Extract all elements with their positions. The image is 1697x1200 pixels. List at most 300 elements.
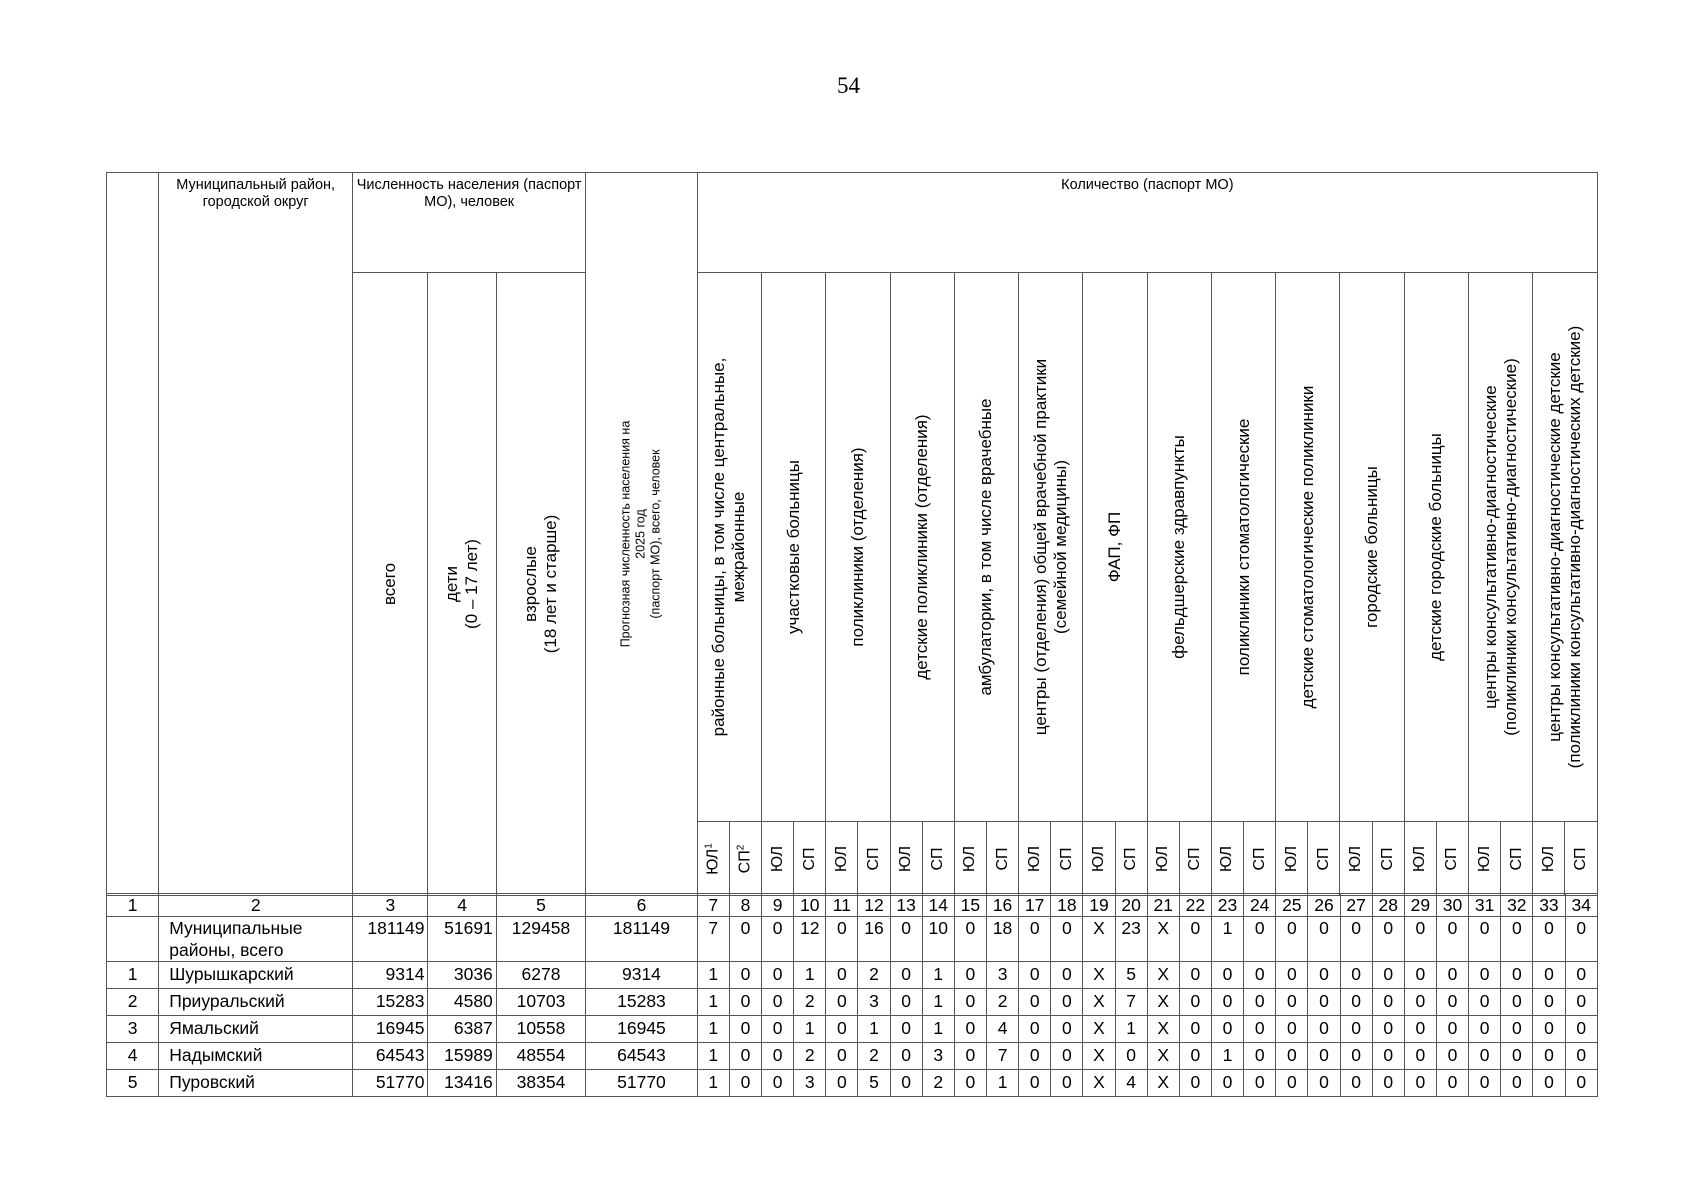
column-number: 7 — [697, 894, 729, 917]
population-adults: 10703 — [496, 989, 585, 1016]
facility-count: 0 — [1244, 1043, 1276, 1070]
facility-label: ФАП, ФП — [1105, 511, 1124, 583]
facility-count: 1 — [858, 1016, 890, 1043]
facility-count: 0 — [1436, 1016, 1468, 1043]
facility-count: 0 — [1501, 1043, 1533, 1070]
subheader-yul — [1404, 822, 1436, 896]
column-number: 21 — [1147, 894, 1179, 917]
facility-count: 1 — [922, 1016, 954, 1043]
facility-count: 0 — [1051, 917, 1083, 962]
column-number: 28 — [1372, 894, 1404, 917]
population-forecast: 16945 — [586, 1016, 698, 1043]
facility-count: 0 — [1340, 1016, 1372, 1043]
facility-count: X — [1147, 1043, 1179, 1070]
population-total: 181149 — [353, 917, 428, 962]
facility-label: центры (отделения) общей врачебной практики (семейной медицины) — [1030, 358, 1070, 736]
facility-count: 0 — [1179, 917, 1211, 962]
facility-count: 0 — [1051, 1016, 1083, 1043]
population-forecast: 64543 — [586, 1043, 698, 1070]
facility-count: 0 — [1404, 1043, 1436, 1070]
header-quantity: Количество (паспорт МО) — [697, 173, 1597, 273]
facility-count: 23 — [1115, 917, 1147, 962]
table-row — [107, 1016, 1598, 1043]
facility-count: X — [1083, 1016, 1115, 1043]
column-number: 31 — [1469, 894, 1501, 917]
facility-count: 2 — [794, 989, 826, 1016]
column-number: 1 — [107, 894, 159, 917]
facility-count: 1 — [922, 989, 954, 1016]
table-row — [107, 962, 1598, 989]
column-number: 5 — [496, 894, 585, 917]
subheader-label: $СП^2$ — [735, 844, 755, 873]
facility-count: 0 — [1051, 962, 1083, 989]
facility-count: 0 — [1501, 1070, 1533, 1097]
facility-header — [1276, 273, 1340, 822]
population-adults: 129458 — [496, 917, 585, 962]
column-number: 26 — [1308, 894, 1340, 917]
facility-count: 0 — [762, 917, 794, 962]
column-number: 33 — [1533, 894, 1565, 917]
facility-count: 0 — [1533, 962, 1565, 989]
facility-count: 0 — [1340, 962, 1372, 989]
facility-count: 1 — [697, 1070, 729, 1097]
district-name: Приуральский — [159, 989, 353, 1016]
facility-count: 0 — [890, 917, 922, 962]
subheader-yul — [1147, 822, 1179, 896]
facility-count: 0 — [1404, 962, 1436, 989]
subheader-yul — [697, 822, 729, 896]
subheader-yul — [1019, 822, 1051, 896]
header-municipal: Муниципальный район, городской округ — [159, 173, 353, 896]
subheader-yul — [1469, 822, 1501, 896]
subheader-yul — [890, 822, 922, 896]
subheader-label: ЮЛ — [1025, 845, 1043, 872]
facility-count: 2 — [794, 1043, 826, 1070]
facility-count: 0 — [1372, 962, 1404, 989]
header-pop-total: всего — [380, 562, 400, 606]
facility-count: 0 — [1436, 962, 1468, 989]
column-number: 20 — [1115, 894, 1147, 917]
facility-header — [1211, 273, 1275, 822]
subheader-sp — [1179, 822, 1211, 896]
facility-label: детские городские больницы — [1426, 433, 1446, 661]
facility-count: 0 — [729, 1070, 761, 1097]
facility-count: 0 — [954, 1070, 986, 1097]
column-number: 18 — [1051, 894, 1083, 917]
facility-count: 1 — [1115, 1016, 1147, 1043]
facility-count: 0 — [1308, 917, 1340, 962]
footnote-marker: 2 — [735, 844, 747, 850]
facility-label: фельдшерские здравпункты — [1169, 435, 1189, 659]
facility-count: 0 — [1404, 1016, 1436, 1043]
facility-count: 0 — [729, 917, 761, 962]
row-number: 2 — [107, 989, 159, 1016]
header-pop-adults: взрослые (18 лет и старше) — [520, 514, 560, 654]
column-number: 16 — [986, 894, 1018, 917]
header-pop-children-cell — [428, 273, 496, 896]
subheader-label: ЮЛ — [1347, 845, 1365, 872]
facility-count: 18 — [986, 917, 1018, 962]
facility-count: 0 — [1372, 1070, 1404, 1097]
facility-count: 0 — [1019, 989, 1051, 1016]
subheader-yul — [761, 822, 793, 896]
subheader-sp — [1051, 822, 1083, 896]
facility-header — [1147, 273, 1211, 822]
population-forecast: 15283 — [586, 989, 698, 1016]
facility-count: X — [1083, 1070, 1115, 1097]
facility-count: 0 — [1115, 1043, 1147, 1070]
population-total: 51770 — [353, 1070, 428, 1097]
subheader-label: ЮЛ — [1411, 845, 1429, 872]
facility-count: 0 — [1211, 962, 1243, 989]
facility-count: 0 — [762, 1043, 794, 1070]
facility-count: 0 — [1436, 1043, 1468, 1070]
column-number: 15 — [954, 894, 986, 917]
facility-count: 0 — [1436, 989, 1468, 1016]
facility-count: 0 — [762, 962, 794, 989]
facility-count: 0 — [1244, 1070, 1276, 1097]
facility-count: 7 — [986, 1043, 1018, 1070]
facility-count: 1 — [1211, 1043, 1243, 1070]
population-total: 15283 — [353, 989, 428, 1016]
subheader-sp — [1436, 822, 1468, 896]
facility-count: 0 — [762, 989, 794, 1016]
facility-header — [1083, 273, 1147, 822]
subheader-label: СП — [1314, 846, 1332, 871]
header-forecast-cell — [586, 173, 698, 896]
facility-count: 5 — [858, 1070, 890, 1097]
facility-count: 0 — [1308, 1016, 1340, 1043]
total-row — [107, 917, 1598, 962]
subheader-label: ЮЛ — [1282, 845, 1300, 872]
table-row — [107, 1043, 1598, 1070]
facility-label: детские поликлиники (отделения) — [912, 414, 932, 680]
facility-count: 0 — [1469, 917, 1501, 962]
facility-count: 0 — [1501, 989, 1533, 1016]
population-adults: 10558 — [496, 1016, 585, 1043]
facility-count: X — [1147, 962, 1179, 989]
facility-header — [826, 273, 890, 822]
facility-count: 0 — [1533, 989, 1565, 1016]
facility-count: 0 — [826, 989, 858, 1016]
facility-count: 0 — [1404, 917, 1436, 962]
facility-count: 1 — [986, 1070, 1018, 1097]
facility-header — [954, 273, 1018, 822]
column-number: 3 — [353, 894, 428, 917]
facility-count: 7 — [697, 917, 729, 962]
table-row — [107, 989, 1598, 1016]
district-name: Муниципальные районы, всего — [159, 917, 353, 962]
facility-count: 0 — [1469, 989, 1501, 1016]
subheader-label: СП — [1572, 846, 1590, 871]
facility-count: 0 — [729, 989, 761, 1016]
row-number: 3 — [107, 1016, 159, 1043]
column-number: 25 — [1276, 894, 1308, 917]
facility-count: 0 — [1019, 1016, 1051, 1043]
facility-count: 0 — [954, 989, 986, 1016]
facility-count: 0 — [1308, 1043, 1340, 1070]
facility-count: X — [1147, 1070, 1179, 1097]
facility-count: 0 — [1276, 962, 1308, 989]
facility-count: 0 — [826, 1070, 858, 1097]
column-numbers-row — [107, 894, 1598, 917]
column-number: 22 — [1179, 894, 1211, 917]
column-number: 30 — [1436, 894, 1468, 917]
facility-count: 0 — [1372, 917, 1404, 962]
header-forecast: Прогнозная численность населения на 2025 год (паспорт МО), всего, человек — [618, 420, 663, 648]
facility-count: 16 — [858, 917, 890, 962]
subheader-sp — [986, 822, 1018, 896]
row-number: 1 — [107, 962, 159, 989]
data-table — [106, 893, 1598, 1097]
column-number: 6 — [586, 894, 698, 917]
subheader-label: СП — [1507, 846, 1525, 871]
subheader-label: ЮЛ — [1218, 845, 1236, 872]
column-number: 19 — [1083, 894, 1115, 917]
facility-count: 1 — [794, 962, 826, 989]
population-forecast: 9314 — [586, 962, 698, 989]
facility-label: амбулатории, в том числе врачебные — [976, 398, 996, 696]
facility-header — [1019, 273, 1083, 822]
facility-count: 3 — [922, 1043, 954, 1070]
header-population: Численность населения (паспорт МО), человек — [353, 173, 586, 273]
facility-count: 0 — [1308, 1070, 1340, 1097]
population-total: 16945 — [353, 1016, 428, 1043]
facility-count: 0 — [1469, 962, 1501, 989]
facility-count: 0 — [1565, 1070, 1597, 1097]
facility-count: 0 — [1179, 1043, 1211, 1070]
subheader-label: $ЮЛ^1$ — [703, 842, 722, 875]
facility-count: 0 — [1501, 1016, 1533, 1043]
facility-count: 0 — [954, 917, 986, 962]
population-children: 15989 — [428, 1043, 496, 1070]
table-header — [106, 172, 1598, 896]
facility-count: 0 — [1533, 1070, 1565, 1097]
facility-count: X — [1083, 989, 1115, 1016]
population-forecast: 181149 — [586, 917, 698, 962]
facility-count: 0 — [1211, 1016, 1243, 1043]
facility-label: поликлиники (отделения) — [847, 447, 867, 647]
facility-label: поликлиники стоматологические — [1233, 418, 1253, 676]
facility-header — [1533, 273, 1598, 822]
facility-count: 2 — [858, 1043, 890, 1070]
district-name: Ямальский — [159, 1016, 353, 1043]
subheader-label: ЮЛ — [768, 845, 786, 872]
facility-count: 0 — [1179, 1070, 1211, 1097]
facility-count: 1 — [794, 1016, 826, 1043]
subheader-label: СП — [929, 846, 947, 871]
population-children: 13416 — [428, 1070, 496, 1097]
subheader-label: СП — [1443, 846, 1461, 871]
subheader-yul — [954, 822, 986, 896]
facility-count: 0 — [1308, 962, 1340, 989]
facility-count: 0 — [1372, 1043, 1404, 1070]
facility-count: 0 — [954, 1043, 986, 1070]
facility-count: 0 — [1019, 962, 1051, 989]
facility-count: 0 — [1340, 1043, 1372, 1070]
subheader-yul — [1340, 822, 1372, 896]
facility-count: 0 — [1501, 917, 1533, 962]
facility-count: 3 — [858, 989, 890, 1016]
facility-count: 0 — [1244, 1016, 1276, 1043]
row-number: 4 — [107, 1043, 159, 1070]
facility-count: X — [1147, 989, 1179, 1016]
header-index-cell — [107, 173, 159, 896]
facility-count: 0 — [890, 962, 922, 989]
subheader-label: СП — [1379, 846, 1397, 871]
facility-count: 0 — [826, 1043, 858, 1070]
column-number: 4 — [428, 894, 496, 917]
facility-count: 5 — [1115, 962, 1147, 989]
subheader-label: СП — [1122, 846, 1140, 871]
population-total: 9314 — [353, 962, 428, 989]
facility-count: 0 — [826, 962, 858, 989]
column-number: 2 — [159, 894, 353, 917]
subheader-sp — [1565, 822, 1598, 896]
facility-count: 0 — [954, 1016, 986, 1043]
facility-count: 0 — [1533, 1043, 1565, 1070]
facility-count: 0 — [826, 917, 858, 962]
facility-header — [1404, 273, 1468, 822]
table-row — [107, 1070, 1598, 1097]
facility-count: 0 — [1469, 1016, 1501, 1043]
subheader-yul — [1533, 822, 1565, 896]
column-number: 11 — [826, 894, 858, 917]
subheader-label: ЮЛ — [832, 845, 850, 872]
facility-count: 0 — [1179, 1016, 1211, 1043]
population-forecast: 51770 — [586, 1070, 698, 1097]
facility-count: X — [1083, 1043, 1115, 1070]
facility-count: 0 — [1019, 917, 1051, 962]
population-children: 6387 — [428, 1016, 496, 1043]
subheader-sp — [794, 822, 826, 896]
facility-count: 12 — [794, 917, 826, 962]
facility-header — [1469, 273, 1533, 822]
facility-count: 0 — [1276, 1016, 1308, 1043]
facility-label: районные больницы, в том числе центральные, межрайонные — [709, 357, 749, 737]
subheader-label: СП — [1186, 846, 1204, 871]
subheader-label: ЮЛ — [1475, 845, 1493, 872]
facility-count: 0 — [1565, 1043, 1597, 1070]
facility-count: 0 — [1019, 1043, 1051, 1070]
facility-count: 0 — [1244, 962, 1276, 989]
facility-header — [761, 273, 825, 822]
facility-count: 0 — [1019, 1070, 1051, 1097]
facility-count: 0 — [1276, 989, 1308, 1016]
facility-count: 4 — [986, 1016, 1018, 1043]
column-number: 34 — [1565, 894, 1597, 917]
facility-count: 0 — [1276, 1070, 1308, 1097]
facility-label: городские больницы — [1362, 466, 1382, 628]
facility-count: 0 — [1051, 989, 1083, 1016]
facility-count: 2 — [986, 989, 1018, 1016]
facility-count: 0 — [826, 1016, 858, 1043]
facility-header — [890, 273, 954, 822]
subheader-yul — [1276, 822, 1308, 896]
subheader-sp — [922, 822, 954, 896]
column-number: 23 — [1211, 894, 1243, 917]
facility-count: 0 — [1211, 989, 1243, 1016]
subheader-sp — [729, 822, 761, 896]
facility-count: 7 — [1115, 989, 1147, 1016]
row-number — [107, 917, 159, 962]
facility-count: 0 — [1372, 1016, 1404, 1043]
facility-count: 0 — [1501, 962, 1533, 989]
facility-count: 0 — [1565, 917, 1597, 962]
facility-count: 0 — [1533, 917, 1565, 962]
subheader-label: СП — [1057, 846, 1075, 871]
facility-count: 10 — [922, 917, 954, 962]
facility-count: 0 — [762, 1070, 794, 1097]
subheader-label: ЮЛ — [961, 845, 979, 872]
column-number: 29 — [1404, 894, 1436, 917]
facility-count: 0 — [1565, 989, 1597, 1016]
facility-count: 0 — [1533, 1016, 1565, 1043]
facility-count: 0 — [1565, 1016, 1597, 1043]
population-adults: 48554 — [496, 1043, 585, 1070]
facility-count: 0 — [890, 1016, 922, 1043]
facility-count: 1 — [697, 962, 729, 989]
district-name: Шурышкарский — [159, 962, 353, 989]
facility-header — [1340, 273, 1404, 822]
facility-count: 0 — [1372, 989, 1404, 1016]
footnote-marker: 1 — [703, 842, 715, 849]
facility-count: X — [1147, 917, 1179, 962]
population-adults: 6278 — [496, 962, 585, 989]
population-children: 4580 — [428, 989, 496, 1016]
subheader-label: ЮЛ — [897, 845, 915, 872]
facility-count: 0 — [890, 1043, 922, 1070]
facility-count: 0 — [1436, 917, 1468, 962]
facility-count: 4 — [1115, 1070, 1147, 1097]
facility-count: 1 — [922, 962, 954, 989]
population-total: 64543 — [353, 1043, 428, 1070]
facility-header — [697, 273, 761, 822]
page-number: 54 — [837, 73, 860, 98]
subheader-label: СП — [993, 846, 1011, 871]
facility-count: 0 — [954, 962, 986, 989]
subheader-label: СП — [800, 846, 818, 871]
subheader-label: ЮЛ — [1089, 845, 1107, 872]
subheader-sp — [1501, 822, 1533, 896]
subheader-yul — [826, 822, 858, 896]
facility-count: 2 — [922, 1070, 954, 1097]
subheader-yul — [1083, 822, 1115, 896]
facility-count: 0 — [1244, 917, 1276, 962]
district-name: Пуровский — [159, 1070, 353, 1097]
header-pop-total-cell — [353, 273, 428, 896]
facility-count: 0 — [1051, 1070, 1083, 1097]
facility-count: 0 — [729, 1043, 761, 1070]
header-pop-children: дети (0 – 17 лет) — [442, 539, 482, 629]
facility-count: 0 — [1308, 989, 1340, 1016]
facility-label: центры консультативно-диагностические (поликлиники консультативно-диагностические) — [1480, 358, 1520, 736]
facility-count: 1 — [697, 989, 729, 1016]
population-adults: 38354 — [496, 1070, 585, 1097]
facility-count: 0 — [1340, 1070, 1372, 1097]
column-number: 27 — [1340, 894, 1372, 917]
subheader-label: ЮЛ — [1539, 845, 1557, 872]
subheader-label: СП — [864, 846, 882, 871]
subheader-label: ЮЛ — [1154, 845, 1172, 872]
column-number: 14 — [922, 894, 954, 917]
facility-count: 3 — [986, 962, 1018, 989]
district-name: Надымский — [159, 1043, 353, 1070]
subheader-sp — [1244, 822, 1276, 896]
facility-count: 1 — [1211, 917, 1243, 962]
subheader-yul — [1211, 822, 1243, 896]
facility-count: 0 — [890, 1070, 922, 1097]
